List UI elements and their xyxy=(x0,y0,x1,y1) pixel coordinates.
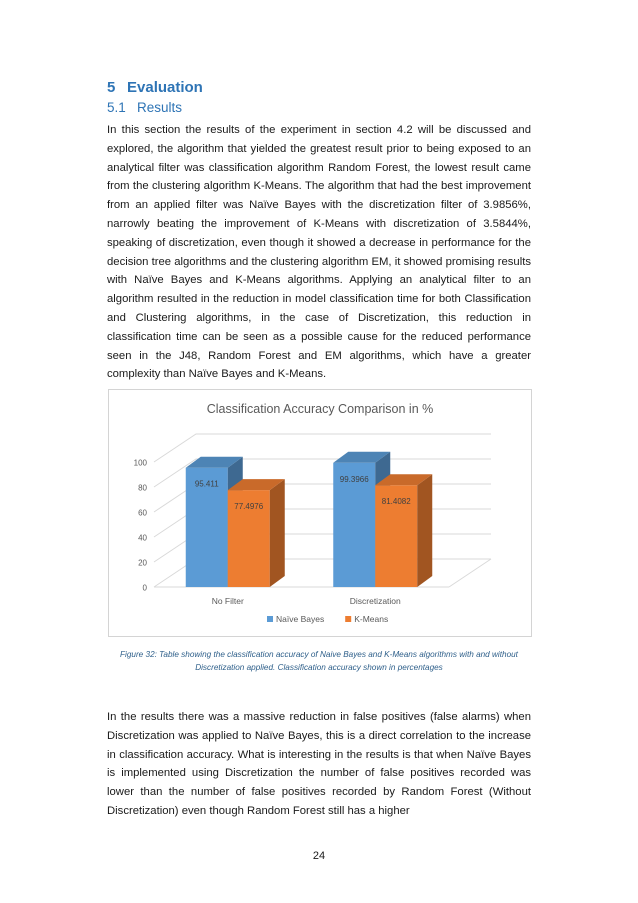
subsection-title: Results xyxy=(137,100,183,115)
figure-caption xyxy=(112,648,526,674)
floor-edge xyxy=(449,559,491,587)
section-heading xyxy=(107,79,203,96)
legend-label: K-Means xyxy=(354,614,389,624)
bar-side xyxy=(417,474,432,587)
caption-text: Table showing the classification accuracy of Naive Bayes and K-Means algorithms with and without Discretization applied. Classification accuracy shown in percentages xyxy=(156,650,518,672)
y-tick-label: 40 xyxy=(138,533,147,543)
x-tick-label: No Filter xyxy=(211,596,244,606)
legend-swatch xyxy=(267,616,273,622)
results-paragraph: In this section the results of the experiment in section 4.2 will be discussed and explored, the algorithm that yielded the greatest result prior to being exposed to an analytical filter was classification algorithm Random Forest, the lowest result came from the clustering algorithm K-Means. The algorithm that had the best improvement from an applied filter was Naïve Bayes with the discretization filter of 3.9856%, narrowly beating the improvement of K-Means with discretization of 3.5844%, speaking of discretization, even though it showed a decrease in performance for the decision tree algorithms and the clustering algorithm EM, it showed promising results with Naïve Bayes and K-Means algorithms. Applying an analytical filter to an algorithm resulted in the reduction in model classification time for both Classification and Clustering algorithms, in the case of Discretization, this reduction in classification time can be seen as a possible cause for the reduced performance seen in the J48, Random Forest and EM algorithms, which have a greater complexity than Naïve Bayes and K-Means. xyxy=(107,124,531,381)
chart-svg xyxy=(109,390,531,636)
y-tick-label: 80 xyxy=(138,483,147,493)
accuracy-chart xyxy=(108,389,532,637)
subsection-number: 5.1 xyxy=(107,100,126,115)
data-label: 95.411 xyxy=(194,479,219,489)
data-label: 77.4976 xyxy=(234,502,264,512)
subsection-heading xyxy=(107,100,182,115)
legend-swatch xyxy=(345,616,351,622)
y-tick-label: 100 xyxy=(133,458,147,468)
false-positives-paragraph: In the results there was a massive reduction in false positives (false alarms) when Discretization was applied to Naïve Bayes, this is a direct correlation to the increase in classification accuracy. What is interesting in the results is that when Naïve Bayes is implemented using Discretization the number of false positives recorded was lower than the number of false positives recorded by Random Forest (Without Discretization) even though Random Forest still has a higher xyxy=(107,711,531,817)
data-label: 99.3966 xyxy=(339,474,369,484)
section-number: 5 xyxy=(107,79,116,96)
x-tick-label: Discretization xyxy=(349,596,401,606)
caption-label: Figure 32: xyxy=(120,650,157,659)
y-tick-label: 60 xyxy=(138,508,147,518)
page-number: 24 xyxy=(312,850,326,862)
y-tick-label: 20 xyxy=(138,558,147,568)
legend-label: Naïve Bayes xyxy=(276,614,325,624)
y-tick-label: 0 xyxy=(142,583,147,593)
data-label: 81.4082 xyxy=(381,497,411,507)
chart-title: Classification Accuracy Comparison in % xyxy=(206,402,434,416)
section-title: Evaluation xyxy=(127,79,203,96)
bar-side xyxy=(270,479,285,587)
